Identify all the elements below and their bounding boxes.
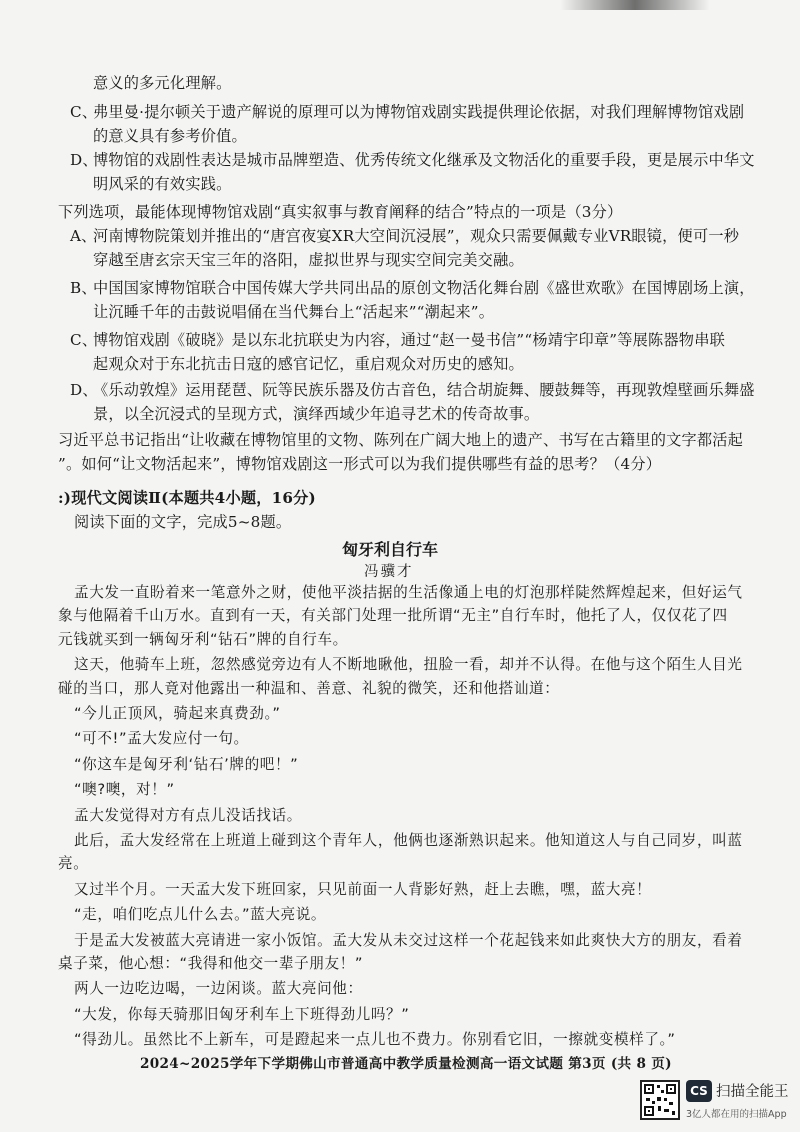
option-d-text-line1: 博物馆的戏剧性表达是城市品牌塑造、优秀传统文化继承及文物活化的重要手段，更是展示中华文 (93, 151, 755, 169)
section-heading: :)现代文阅读Ⅱ(本题共4小题，16分) (58, 489, 316, 507)
story-author: 冯骥才 (364, 564, 414, 580)
question-4-line2: ”。如何“让文物活起来”，博物馆戏剧这一形式可以为我们提供哪些有益的思考？（4分） (58, 455, 662, 473)
story-line: 此后，孟大发经常在上班道上碰到这个青年人，他俩也逐渐熟识起来。他知道这人与自己同岁，叫蓝 (74, 832, 743, 849)
scanner-app-name: 扫描全能王 (716, 1084, 789, 1100)
story-line: 这天，他骑车上班，忽然感觉旁边有人不断地瞅他，扭脸一看，却并不认得。在他与这个陌生人目光 (74, 656, 743, 673)
q3-option-c-letter: C、 (70, 331, 98, 349)
q3-option-b-letter: B、 (70, 279, 97, 297)
q3-option-a-line2: 穿越至唐玄宗天宝三年的洛阳，虚拟世界与现实空间完美交融。 (93, 251, 524, 269)
story-line: 孟大发觉得对方有点儿没话找话。 (74, 807, 302, 824)
story-line: 两人一边吃边喝，一边闲谈。蓝大亮问他： (74, 980, 363, 997)
option-c-letter: C、 (70, 103, 98, 121)
story-line: 桌子菜，他心想：“我得和他交一辈子朋友！” (58, 955, 364, 972)
q3-option-c-line1: 博物馆戏剧《破晓》是以东北抗联史为内容，通过“赵一曼书信”“杨靖宇印章”等展陈器物串联 (93, 331, 725, 349)
story-line: 元钱就买到一辆匈牙利“钻石”牌的自行车。 (58, 631, 348, 648)
scanner-app-tagline: 3亿人都在用的扫描App (686, 1109, 787, 1120)
q3-option-a-line1: 河南博物院策划并推出的“唐宫夜宴XR大空间沉浸展”，观众只需要佩戴专业VR眼镜，便可一秒 (93, 227, 740, 245)
story-line: 孟大发一直盼着来一笔意外之财，使他平淡拮据的生活像通上电的灯泡那样陡然辉煌起来，但好运气 (74, 584, 743, 601)
story-line: “你这车是匈牙利‘钻石’牌的吧！” (74, 756, 299, 773)
story-line: “可不!”孟大发应付一句。 (74, 730, 249, 747)
q3-option-a-letter: A、 (70, 227, 97, 245)
q3-option-c-line2: 起观众对于东北抗击日寇的感官记忆，重启观众对历史的感知。 (93, 355, 524, 373)
story-line: 象与他隔着千山万水。直到有一天，有关部门处理一批所谓“无主”自行车时，他托了人，仅仅花了四 (58, 607, 728, 624)
option-c-text-line2: 的意义具有参考价值。 (93, 127, 247, 145)
story-line: 碰的当口，那人竟对他露出一种温和、善意、礼貌的微笑，还和他搭讪道： (58, 680, 560, 697)
story-line: 于是孟大发被蓝大亮请进一家小饭馆。孟大发从未交过这样一个花起钱来如此爽快大方的朋友，看着 (74, 932, 743, 949)
q3-option-b-line2: 让沉睡千年的击鼓说唱俑在当代舞台上“活起来”“潮起来”。 (93, 303, 495, 321)
story-line: “大发，你每天骑那旧匈牙利车上下班得劲儿吗？” (74, 1006, 410, 1023)
story-line: 又过半个月。一天孟大发下班回家，只见前面一人背影好熟，赶上去瞧，嘿，蓝大亮！ (74, 881, 652, 898)
story-line: “走，咱们吃点儿什么去。”蓝大亮说。 (74, 906, 327, 923)
option-b-continuation: 意义的多元化理解。 (93, 74, 232, 92)
story-line: “今儿正顶风，骑起来真费劲。” (74, 705, 281, 722)
option-d-letter: D、 (70, 151, 98, 169)
section-instruction: 阅读下面的文字，完成5~8题。 (74, 513, 292, 531)
page-footer: 2024~2025学年下学期佛山市普通高中教学质量检测高一语文试题 第3页 (共 8 页) (140, 1056, 672, 1072)
story-title: 匈牙利自行车 (342, 540, 439, 559)
q3-option-d-line1: 《乐动敦煌》运用琵琶、阮等民族乐器及仿古音色，结合胡旋舞、腰鼓舞等，再现敦煌壁画乐舞盛 (93, 381, 755, 399)
q3-option-d-line2: 景，以全沉浸式的呈现方式，演绎西域少年追寻艺术的传奇故事。 (93, 405, 540, 423)
story-line: 亮。 (58, 855, 89, 872)
story-line: “噢?噢，对！” (74, 781, 175, 798)
question-4-line1: 习近平总书记指出“让收藏在博物馆里的文物、陈列在广阔大地上的遗产、书写在古籍里的文字都活起 (58, 431, 744, 449)
option-d-text-line2: 明风采的有效实践。 (93, 175, 232, 193)
story-line: “得劲儿。虽然比不上新车，可是蹬起来一点儿也不费力。你别看它旧，一擦就变模样了。” (74, 1031, 676, 1048)
camscanner-logo-icon: CS (686, 1080, 712, 1102)
option-c-text-line1: 弗里曼·提尔顿关于遗产解说的原理可以为博物馆戏剧实践提供理论依据，对我们理解博物馆戏剧 (93, 103, 745, 121)
question-3-stem: 下列选项，最能体现博物馆戏剧“真实叙事与教育阐释的结合”特点的一项是（3分） (58, 203, 623, 221)
qr-code-icon (640, 1080, 680, 1120)
q3-option-b-line1: 中国国家博物馆联合中国传媒大学共同出品的原创文物活化舞台剧《盛世欢歌》在国博剧场上演， (93, 279, 755, 297)
q3-option-d-letter: D、 (70, 381, 98, 399)
